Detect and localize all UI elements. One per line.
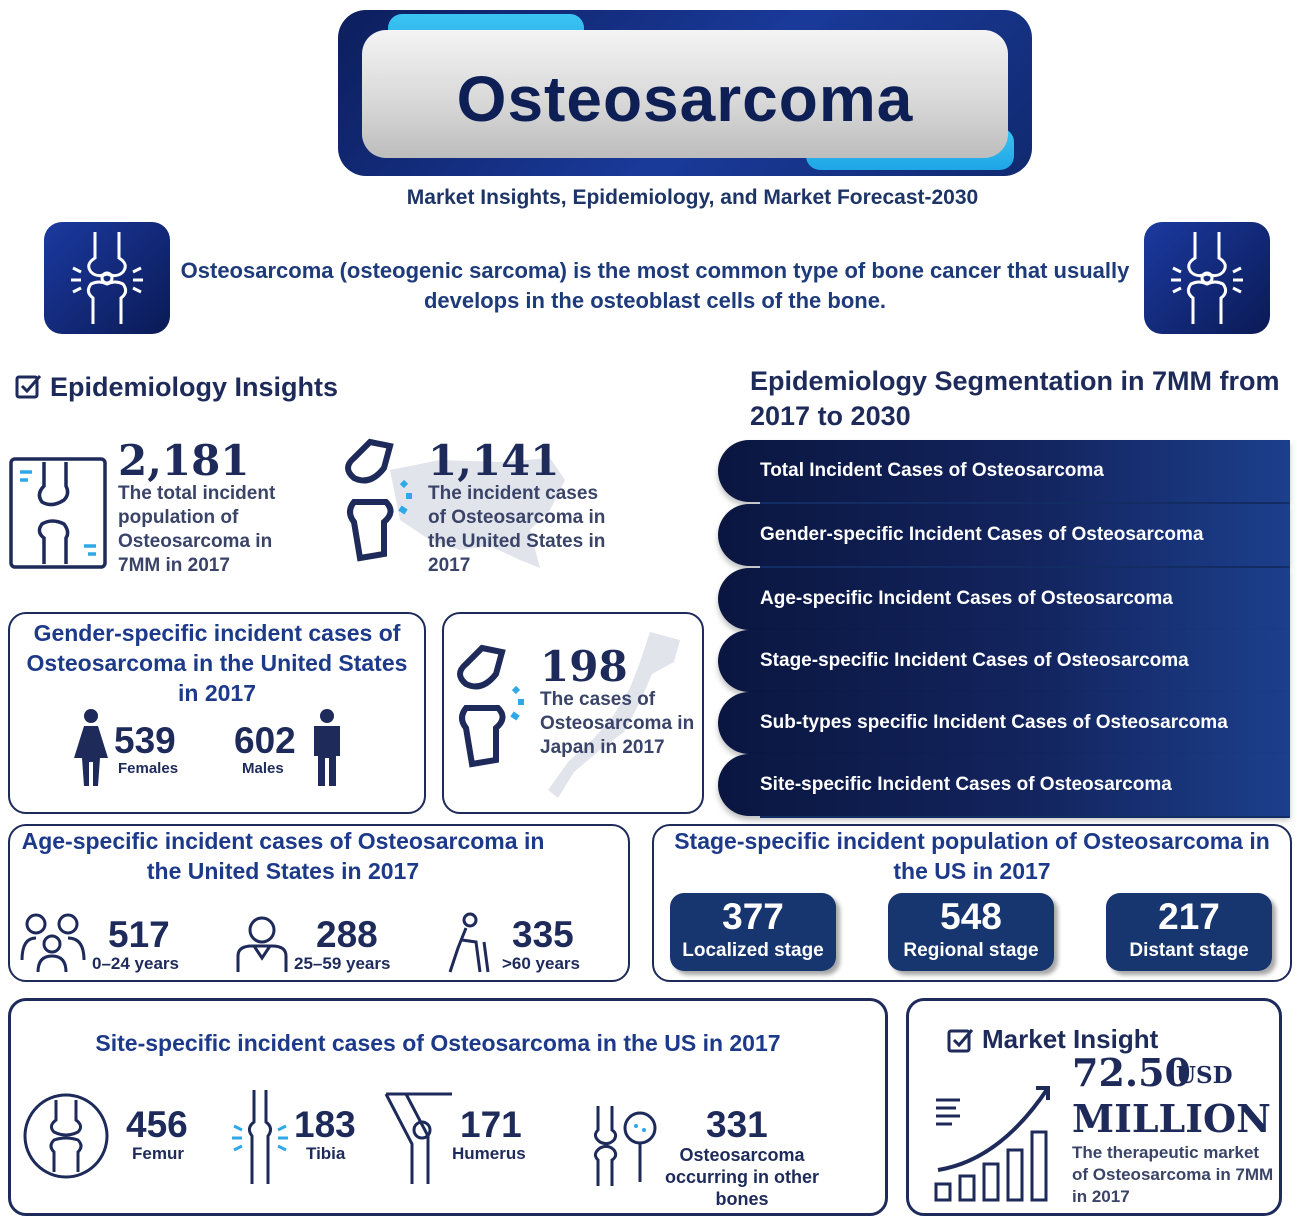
females-label: Females [118,760,179,777]
females-value: 539 [114,720,176,761]
stage-label: Distant stage [1129,940,1249,961]
growth-chart-icon [930,1080,1060,1204]
checkbox-icon [14,372,42,400]
stage-label: Localized stage [682,940,824,961]
segmentation-item: Stage-specific Incident Cases of Osteosarcoma [718,630,1290,692]
site-label: Humerus [452,1144,526,1163]
segmentation-item: Total Incident Cases of Osteosarcoma [718,440,1290,502]
stage-card [1106,893,1272,971]
japan-value: 198 [540,642,628,691]
elderly-man-icon [234,912,290,974]
japan-desc: The cases of Osteosarcoma in Japan in 2017 [540,689,695,758]
segmentation-item: Gender-specific Incident Cases of Osteosarcoma [718,504,1290,566]
tibia-bone-icon [230,1088,290,1186]
site-box-title: Site-specific incident cases of Osteosarcoma in the US in 2017 [95,1030,781,1056]
us-incident-desc: The incident cases of Osteosarcoma in the United States in 2017 [428,483,606,576]
elderly-cane-icon [440,912,494,974]
stage-label: Regional stage [903,940,1039,961]
market-scale: MILLION [1072,1096,1271,1141]
site-label: Femur [132,1144,184,1163]
age-group-label: 0–24 years [92,954,179,973]
us-incident-value: 1,141 [428,436,560,485]
segmentation-heading: Epidemiology Segmentation in 7MM from 2017 to 2030 [750,366,1280,431]
total-incident-value: 2,181 [118,436,250,485]
stage-value: 217 [1158,896,1220,937]
knee-joint-icon [44,222,170,334]
knee-joint-icon [22,1092,110,1180]
site-label: Osteosarcoma occurring in other bones [664,1145,819,1209]
page-title: Osteosarcoma [456,63,914,135]
epidemiology-insights-heading: Epidemiology Insights [50,372,339,402]
knee-joint-icon [1144,222,1270,334]
bone-magnifier-icon [590,1102,660,1188]
males-value: 602 [234,720,296,761]
site-label: Tibia [306,1144,346,1163]
age-group-label: 25–59 years [294,954,391,973]
stage-value: 377 [722,896,784,937]
age-group-value: 517 [108,914,170,955]
age-group-value: 288 [316,914,378,955]
male-icon [312,708,342,786]
broken-bone-icon [452,644,532,768]
males-label: Males [242,760,284,777]
site-value: 171 [460,1104,522,1145]
gender-box-title: Gender-specific incident cases of Osteosarcoma in the United States in 2017 [26,620,408,706]
segmentation-item: Age-specific Incident Cases of Osteosarcoma [718,568,1290,630]
segmentation-item: Site-specific Incident Cases of Osteosarcoma [718,754,1290,816]
family-icon [20,910,86,972]
site-value: 183 [294,1104,356,1145]
age-box-title: Age-specific incident cases of Osteosarcoma in the United States in 2017 [21,828,545,884]
checkbox-icon [946,1026,974,1054]
market-value: 72.50 [1072,1050,1191,1095]
intro-text: Osteosarcoma (osteogenic sarcoma) is the most common type of bone cancer that usually develops in the osteoblast cells of the bone. [180,258,1130,313]
broken-bone-icon [340,438,420,562]
stage-card [888,893,1054,971]
female-icon [72,708,110,786]
market-heading: Market Insight [982,1024,1159,1054]
stage-card [670,893,836,971]
market-desc: The therapeutic market of Osteosarcoma in 7MM in 2017 [1072,1143,1274,1206]
market-unit: USD [1176,1062,1233,1089]
age-group-value: 335 [512,914,574,955]
xray-bone-icon [8,456,108,570]
stage-box-title: Stage-specific incident population of Osteosarcoma in the US in 2017 [674,828,1270,884]
total-incident-desc: The total incident population of Osteosarcoma in 7MM in 2017 [118,483,276,576]
humerus-bone-icon [382,1090,456,1186]
segmentation-item: Sub-types specific Incident Cases of Osteosarcoma [718,692,1290,754]
age-group-label: >60 years [502,954,580,973]
stage-value: 548 [940,896,1002,937]
site-value: 456 [126,1104,188,1145]
site-value: 331 [706,1104,768,1145]
page-subtitle: Market Insights, Epidemiology, and Market Forecast-2030 [406,186,979,209]
